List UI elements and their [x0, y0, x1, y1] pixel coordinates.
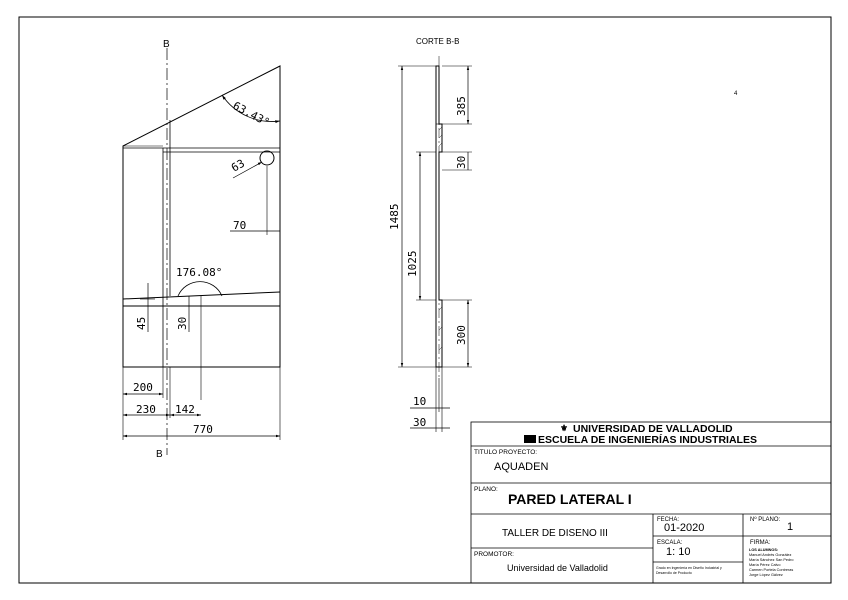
dim-300-label: 300 — [455, 325, 468, 345]
student-3: María Pérez Calvo — [749, 563, 781, 567]
plan-no-value: 1 — [787, 521, 794, 533]
school-logo-icon — [524, 435, 536, 443]
stray-mark: 4 — [734, 91, 738, 97]
scale-label: ESCALA: — [657, 540, 683, 546]
date-label: FECHA: — [657, 517, 680, 523]
dim-770-label: 770 — [193, 423, 213, 436]
dim-385-label: 385 — [455, 96, 468, 116]
dim-30-left-label: 30 — [176, 316, 189, 330]
promoter-value: Universidad de Valladolid — [507, 563, 608, 573]
date-value: 01-2020 — [664, 522, 705, 534]
dim-10-label: 10 — [413, 395, 427, 408]
university-logo-mark: ⚜ — [560, 423, 569, 433]
dim-30-right-label: 30 — [455, 155, 468, 169]
section-mark-top: B — [163, 39, 170, 50]
degree-line-1: Grado en Ingeniería en Diseño Industrial y — [656, 566, 722, 570]
school-name: ESCUELA DE INGENIERÍAS INDUSTRIALES — [538, 434, 757, 446]
dim-45-label: 45 — [135, 316, 148, 330]
student-1: Manuel Andrés González — [749, 553, 792, 557]
project-label: TITULO PROYECTO: — [474, 449, 538, 456]
student-2: María Sánchez San Pedro — [749, 558, 794, 562]
student-4: Carmen Portela Contreras — [749, 568, 794, 572]
students-label: LOS ALUMNOS: — [749, 548, 779, 552]
dim-230-label: 230 — [136, 403, 156, 416]
student-5: Jorge López Gálvez — [749, 573, 783, 577]
section-title: CORTE B-B — [416, 37, 460, 46]
plan-value: PARED LATERAL I — [508, 491, 632, 507]
degree-line-2: Desarrollo de Producto — [656, 571, 692, 575]
project-value: AQUADEN — [494, 461, 549, 473]
angle-top-label: 63.43° — [230, 99, 272, 130]
plan-label: PLANO: — [474, 486, 498, 493]
angle-bottom-label: 176.08° — [176, 266, 223, 279]
plan-no-label: Nº PLANO: — [750, 517, 781, 523]
dim-70-label: 70 — [233, 219, 247, 232]
promoter-label: PROMOTOR: — [474, 551, 514, 558]
dim-1025-label: 1025 — [406, 250, 419, 277]
section-mark-bottom: B — [156, 449, 163, 460]
dim-30-bottom-label: 30 — [413, 416, 427, 429]
dim-142-label: 142 — [175, 403, 195, 416]
hole-dim-label: 63 — [229, 156, 247, 175]
dim-1485-label: 1485 — [388, 203, 401, 230]
scale-value: 1: 10 — [666, 546, 691, 558]
signature-label: FIRMA: — [750, 540, 771, 546]
angle-arc-bottom — [178, 282, 222, 296]
university-name: UNIVERSIDAD DE VALLADOLID — [573, 423, 733, 435]
dim-200-label: 200 — [133, 381, 153, 394]
workshop-title: TALLER DE DISENO III — [502, 528, 608, 539]
hole — [260, 151, 274, 165]
